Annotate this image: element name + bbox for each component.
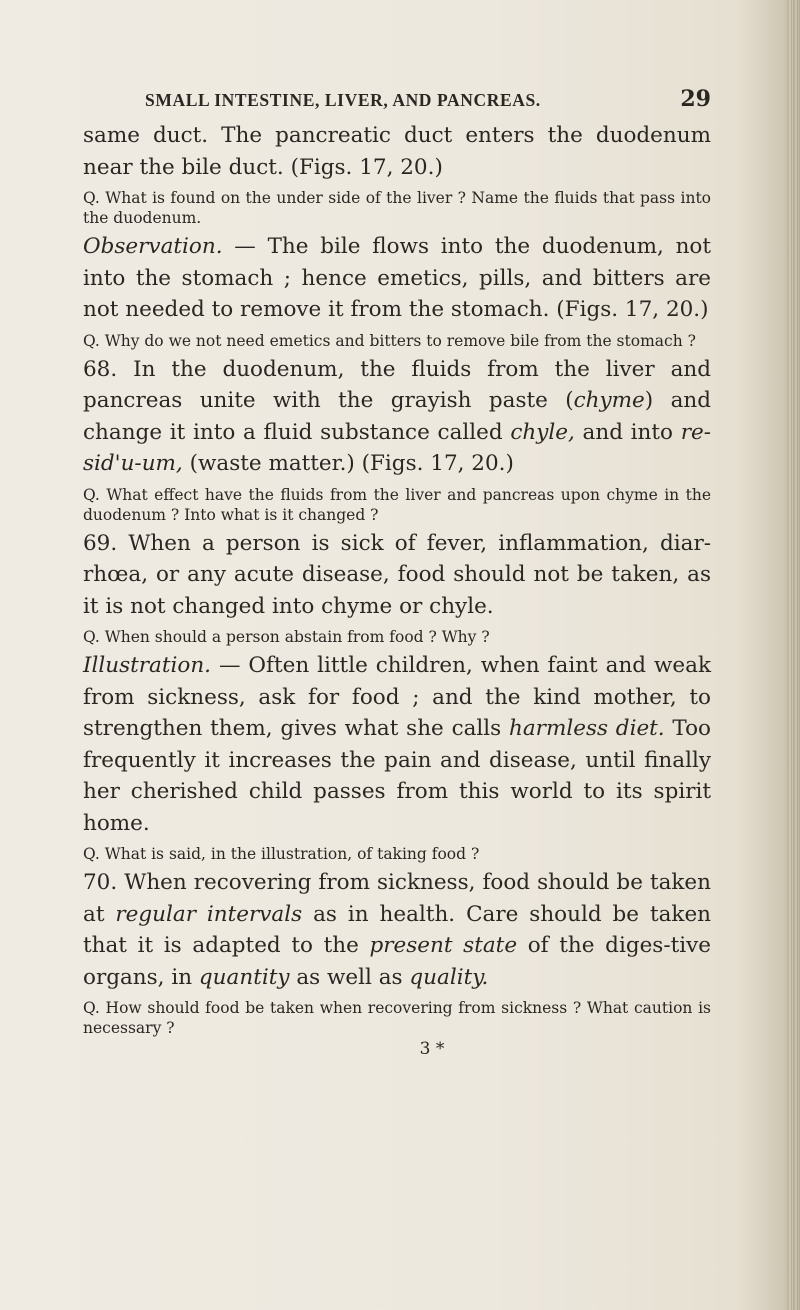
- text-run: — Often little children, when faint and weak from sickness, ask for food ; and the kind mother, to strengthen them, gives what she calls: [83, 653, 711, 741]
- text-run: Q. When should a person abstain from food ? Why ?: [83, 628, 490, 646]
- question-paragraph: [83, 998, 711, 1038]
- text-run: and into: [574, 419, 681, 445]
- text-run: 70. When recovering from sickness, food should be taken at: [83, 870, 711, 927]
- text-run: Q. What effect have the fluids from the liver and pancreas upon chyme in the duodenum ? Into what is it changed ?: [83, 485, 711, 524]
- italic-run: quantity: [198, 964, 290, 990]
- italic-run: quality.: [409, 964, 489, 990]
- italic-run: present state: [369, 933, 518, 958]
- italic-run: Illustration.: [83, 653, 212, 678]
- italic-run: re-sid'u-um,: [83, 419, 711, 476]
- text-run: of the diges-tive organs, in: [83, 933, 711, 990]
- body-text: [83, 120, 711, 1038]
- italic-run: chyme: [573, 388, 645, 413]
- body-paragraph: [83, 867, 711, 993]
- text-run: (waste matter.) (Figs. 17, 20.): [182, 451, 514, 476]
- body-paragraph: [83, 231, 711, 326]
- page-number: 29: [680, 86, 711, 112]
- body-paragraph: [83, 120, 711, 183]
- question-paragraph: [83, 485, 711, 525]
- italic-run: Observation.: [83, 234, 223, 259]
- body-paragraph: [83, 354, 711, 480]
- italic-run: regular intervals: [115, 901, 303, 927]
- running-head: SMALL INTESTINE, LIVER, AND PANCREAS.: [145, 90, 541, 110]
- text-run: Too frequently it increases the pain and disease, until finally her cherished child passes from this world to its spirit home.: [83, 716, 711, 836]
- italic-run: harmless diet.: [509, 716, 665, 741]
- text-run: 69. When a person is sick of fever, inflammation, diar-rhœa, or any acute disease, food should not be taken, as it is not changed into chyme or chyle.: [83, 530, 711, 619]
- text-run: Q. Why do we not need emetics and bitters to remove bile from the stomach ?: [83, 331, 696, 350]
- question-paragraph: [83, 188, 711, 228]
- text-run: Q. How should food be taken when recovering from sickness ? What caution is necessary ?: [83, 999, 711, 1037]
- text-run: — The bile flows into the duodenum, not into the stomach ; hence emetics, pills, and bitters are not needed to remove it from the stomach. (Figs. 17, 20.): [83, 234, 711, 322]
- body-paragraph: [83, 650, 711, 839]
- text-run: as in health. Care should be taken that it is adapted to the: [83, 901, 712, 958]
- text-run: same duct. The pancreatic duct enters the duodenum near the bile duct. (Figs. 17, 20.): [83, 123, 711, 180]
- question-paragraph: [83, 844, 711, 864]
- text-run: Q. What is found on the under side of the liver ? Name the fluids that pass into the duodenum.: [83, 189, 711, 227]
- text-run: 68. In the duodenum, the fluids from the liver and pancreas unite with the grayish paste (: [83, 356, 711, 413]
- text-run: Q. What is said, in the illustration, of taking food ?: [83, 845, 480, 863]
- question-paragraph: [83, 331, 711, 351]
- book-edge: [786, 0, 800, 1310]
- body-paragraph: [83, 528, 711, 623]
- text-run: as well as: [289, 964, 410, 990]
- page-content: [83, 86, 711, 1059]
- italic-run: chyle,: [510, 419, 575, 445]
- page-header: [83, 86, 711, 120]
- signature-mark: 3 *: [419, 1039, 445, 1059]
- question-paragraph: [83, 627, 711, 647]
- text-run: ) and change it into a fluid substance called: [83, 388, 711, 445]
